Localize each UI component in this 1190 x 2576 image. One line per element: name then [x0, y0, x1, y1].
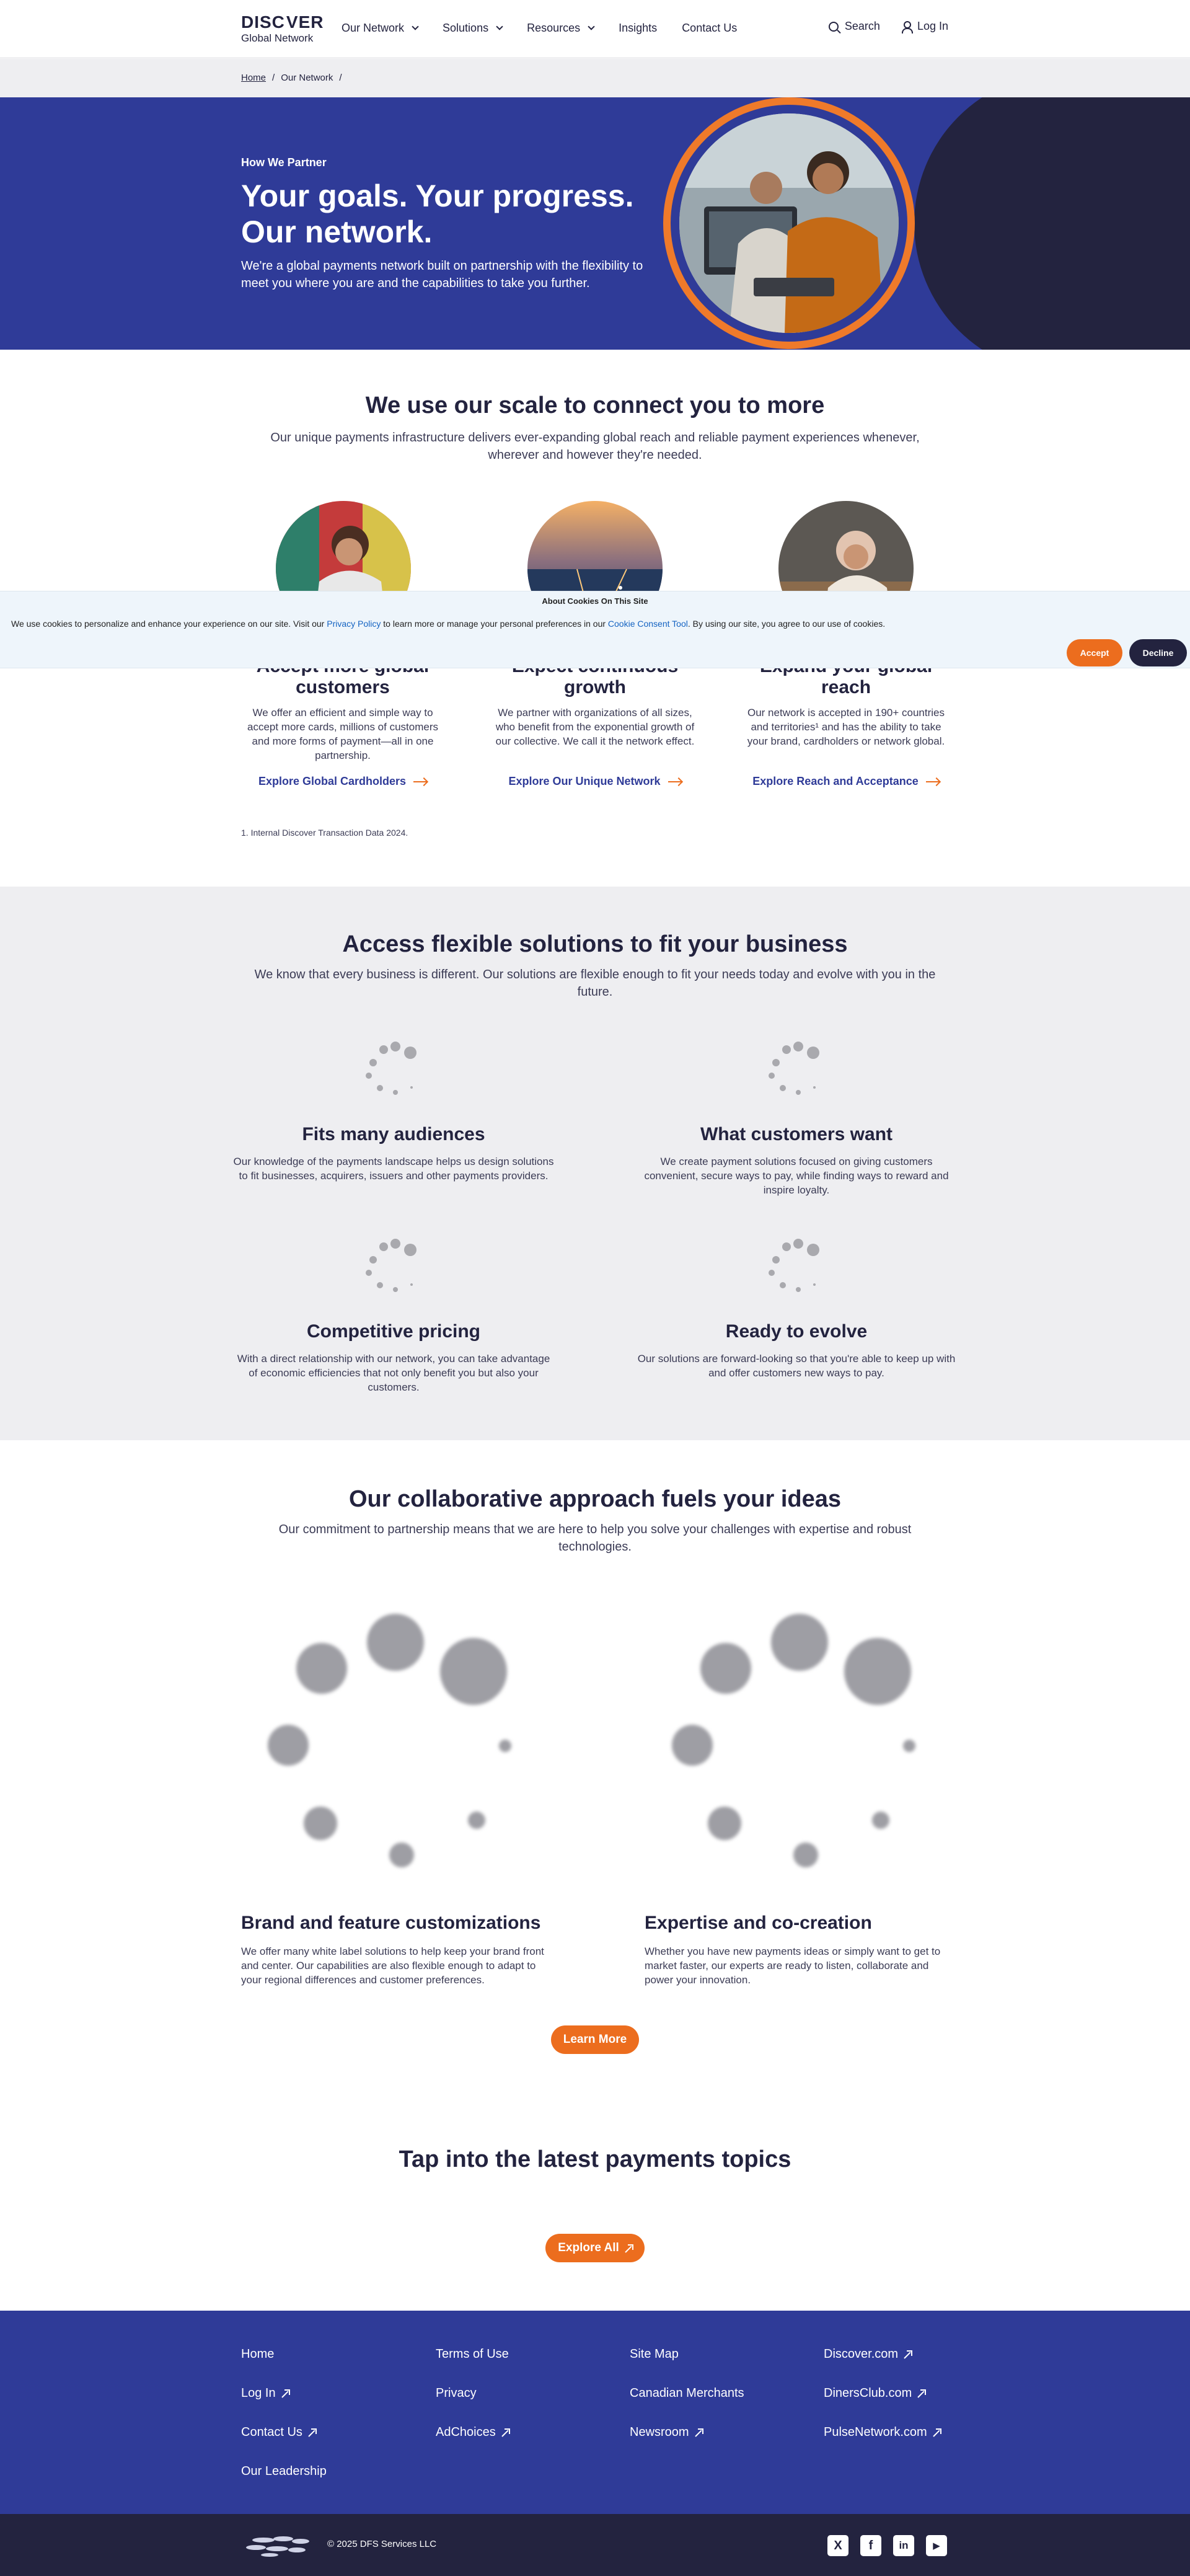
cookie-banner [0, 591, 1190, 668]
footer-link-canadian-merchants[interactable]: Canadian Merchants [630, 2386, 744, 2400]
user-icon [901, 21, 911, 32]
nav-our-network[interactable]: Our Network [342, 19, 418, 37]
feature-text-audiences: Our knowledge of the payments landscape helps us design solutions to fit businesses, acquirers, issuers and other payments providers. [233, 1156, 554, 1182]
feature-text-pricing: With a direct relationship with our network, you can take advantage of economic efficiencies that not only benefit you but also your customers. [237, 1353, 550, 1393]
search-button[interactable]: Search [829, 20, 880, 33]
copyright: © 2025 DFS Services LLC [327, 2539, 437, 2549]
footer-link-terms[interactable]: Terms of Use [436, 2347, 509, 2361]
topics-section-title: Tap into the latest payments topics [399, 2146, 791, 2172]
breadcrumb-home[interactable]: Home [241, 73, 267, 83]
footer-link-login[interactable]: Log In [241, 2386, 289, 2401]
search-icon [829, 22, 839, 32]
breadcrumb-bar [0, 59, 1190, 97]
feature-title-customers: What customers want [700, 1124, 893, 1144]
hero-subtitle: We're a global payments network built on partnership with the flexibility to meet you where you are and the capabilities to take you further. [241, 259, 643, 290]
loading-spinner-icon [769, 1239, 824, 1295]
arrow-right-icon [668, 781, 682, 782]
learn-more-button[interactable]: Learn More [551, 2025, 639, 2054]
login-button[interactable]: Log In [901, 20, 948, 33]
card-text-growth: We partner with organizations of all sizes, who benefit from the exponential growth of our collective. We call it the network effect. [495, 707, 695, 747]
discover-logo[interactable]: DISC VER Global Network [241, 12, 324, 44]
facebook-icon[interactable]: f [860, 2535, 881, 2556]
explore-unique-network-link[interactable]: Explore Our Unique Network [493, 775, 697, 788]
loading-spinner-icon [366, 1239, 421, 1295]
sub-footer [0, 2514, 1190, 2576]
explore-global-cardholders-link[interactable]: Explore Global Cardholders [240, 775, 445, 788]
nav-insights[interactable]: Insights [619, 21, 658, 34]
breadcrumb-current: Our Network [281, 73, 333, 83]
feature-title-audiences: Fits many audiences [302, 1124, 485, 1144]
cookie-accept-button[interactable]: Accept [1067, 639, 1122, 666]
logo-subtitle: Global Network [241, 32, 314, 44]
x-twitter-icon[interactable]: X [827, 2535, 848, 2556]
feature-text-evolve: Our solutions are forward-looking so that you're able to keep up with and offer customers new ways to pay. [637, 1353, 956, 1379]
nav-solutions[interactable]: Solutions [443, 19, 502, 37]
arrow-right-icon [926, 781, 940, 782]
footer-link-discover-com[interactable]: Discover.com [824, 2347, 911, 2361]
flexible-section-title: Access flexible solutions to fit your business [342, 931, 848, 957]
collab-item-title-brand: Brand and feature customizations [241, 1913, 541, 1933]
scale-section-subtitle: Our unique payments infrastructure delivers ever-expanding global reach and reliable payment experiences whenever, wherever and however they're needed. [270, 431, 920, 462]
nav-contact-us[interactable]: Contact Us [682, 21, 738, 34]
external-link-icon [695, 2429, 702, 2436]
footer-link-sitemap[interactable]: Site Map [630, 2347, 679, 2361]
footer-link-privacy[interactable]: Privacy [436, 2386, 477, 2400]
loading-spinner-icon [769, 1042, 824, 1097]
feature-title-evolve: Ready to evolve [725, 1321, 868, 1342]
card-text-reach: Our network is accepted in 190+ countries and territories¹ and has the ability to take your brand, cardholders or network global. [747, 707, 945, 747]
cookie-title: About Cookies On This Site [542, 596, 648, 606]
scale-section-title: We use our scale to connect you to more [365, 392, 825, 418]
footnote: 1. Internal Discover Transaction Data 2024. [241, 828, 408, 838]
card-title-reach: reach [821, 677, 871, 697]
external-link-icon [282, 2390, 289, 2397]
card-title-growth: growth [564, 677, 626, 697]
external-link-icon [904, 2351, 911, 2358]
arrow-right-icon [413, 781, 427, 782]
collab-section-subtitle: Our commitment to partnership means that we are here to help you solve your challenges with expertise and robust technologies. [278, 1523, 912, 1554]
site-footer [0, 2311, 1190, 2514]
flexible-section-subtitle: We know that every business is different. Our solutions are flexible enough to fit your needs today and evolve with you in the future. [254, 968, 936, 999]
footer-link-leadership[interactable]: Our Leadership [241, 2464, 327, 2478]
hero-eyebrow: How We Partner [241, 156, 327, 169]
hero-photo [679, 113, 899, 333]
main-nav [342, 19, 762, 37]
footer-link-newsroom[interactable]: Newsroom [630, 2425, 702, 2440]
external-link-icon [625, 2245, 632, 2252]
hero-dark-shape [914, 97, 1190, 350]
hero-title: Your goals. Your progress. Our network. [241, 179, 634, 249]
footer-link-home[interactable]: Home [241, 2347, 275, 2361]
chevron-down-icon [412, 23, 418, 30]
breadcrumb: Home / Our Network / [241, 73, 342, 83]
explore-all-button[interactable]: Explore All [545, 2234, 645, 2262]
cookie-decline-button[interactable]: Decline [1129, 639, 1187, 666]
collab-item-title-expertise: Expertise and co-creation [645, 1913, 872, 1933]
chevron-down-icon [588, 23, 594, 30]
external-link-icon [918, 2390, 925, 2397]
footer-link-adchoices[interactable]: AdChoices [436, 2425, 509, 2440]
explore-reach-acceptance-link[interactable]: Explore Reach and Acceptance [744, 775, 948, 788]
collab-section-title: Our collaborative approach fuels your ideas [348, 1486, 841, 1512]
cookie-consent-tool-link[interactable]: Cookie Consent Tool [607, 619, 688, 629]
nav-resources[interactable]: Resources [527, 19, 594, 37]
card-text-accept: We offer an efficient and simple way to accept more cards, millions of customers and more forms of payment—all in one partnership. [247, 707, 438, 761]
card-title-accept: customers [296, 677, 390, 697]
privacy-policy-link[interactable]: Privacy Policy [327, 619, 381, 629]
collab-item-text-expertise: Whether you have new payments ideas or simply want to get to market faster, our experts are ready to listen, collaborate and power your innovation. [645, 1945, 941, 1986]
footer-link-pulsenetwork[interactable]: PulseNetwork.com [824, 2425, 940, 2440]
chevron-down-icon [496, 23, 503, 30]
hero-banner [0, 97, 1190, 350]
collab-item-text-brand: We offer many white label solutions to help keep your brand front and center. Our capabilities are also flexible enough to adapt to your regional differences and customer preferences. [241, 1945, 544, 1986]
network-brands-logo [245, 2533, 313, 2557]
cookie-text: We use cookies to personalize and enhance your experience on our site. Visit our Privacy Policy to learn more or manage your personal preferences in our Cookie Consent Tool. By using our site, you agree to our use of cookies. [11, 619, 886, 629]
footer-link-dinersclub[interactable]: DinersClub.com [824, 2386, 925, 2401]
external-link-icon [309, 2429, 315, 2436]
site-header [0, 0, 1190, 58]
feature-text-customers: We create payment solutions focused on giving customers convenient, secure ways to pay, while finding ways to reward and inspire loyalty. [644, 1156, 949, 1196]
linkedin-icon[interactable]: in [893, 2535, 914, 2556]
feature-title-pricing: Competitive pricing [306, 1321, 481, 1342]
external-link-icon [502, 2429, 509, 2436]
loading-spinner-icon [366, 1042, 421, 1097]
external-link-icon [933, 2429, 940, 2436]
footer-link-contact[interactable]: Contact Us [241, 2425, 315, 2440]
youtube-icon[interactable]: ▶ [926, 2535, 947, 2556]
